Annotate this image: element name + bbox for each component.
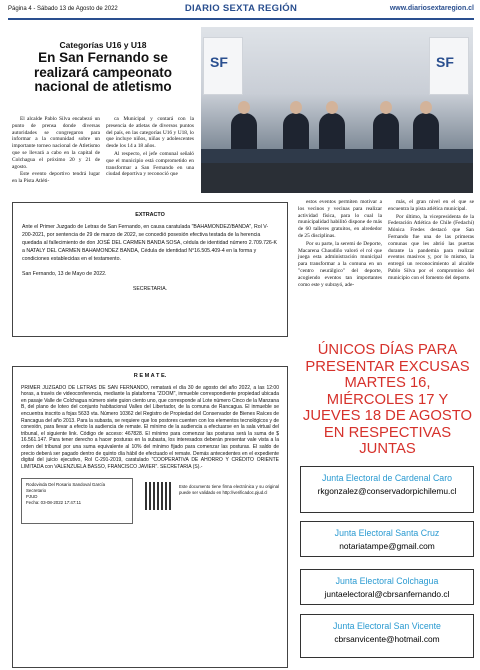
floor [201, 163, 473, 193]
person [373, 113, 399, 153]
header-rule [8, 18, 474, 20]
website-link[interactable]: www.diariosextaregion.cl [389, 5, 474, 12]
signature-card: Rodovinda Del Rosario Sandoval García Secretario PJUD Fecha: 03-08-2022 17:47:11 [21, 478, 133, 524]
junta-name: Junta Electoral Colchagua [335, 576, 439, 586]
extracto-signature: SECRETARIA. [132, 286, 168, 292]
junta-name: Junta Electoral Santa Cruz [334, 528, 440, 538]
junta-name: Junta Electoral de Cardenal Caro [321, 473, 453, 483]
banner: SF [429, 37, 469, 95]
banner: SF [203, 37, 243, 95]
person [283, 113, 309, 153]
paragraph: Por su parte, la seremi de Deporte, Macarena Chaudiño valoró el rol que juega esta administración municipal para transformar a la comuna en un "centro neurálgico" del deporte, acogiendo eventos tan importantes como este y subrayó, ade- [298, 240, 382, 288]
page-number: Página 4 - Sábado 13 de Agosto de 2022 [8, 6, 118, 12]
person [319, 113, 345, 153]
person [413, 113, 439, 153]
article-column-2 [106, 116, 194, 179]
paragraph: El alcalde Pablo Silva encabezó un punto de prensa donde diversas autoridades se congregaron para informar a la comunidad sobre un importante torneo nacional de Atletismo que se llevará a cabo en la capital de Colchagua el próximo 20 y 21 de agosto. [12, 116, 100, 170]
paragraph: Al respecto, el jefe comunal señaló que el municipio está comprometido en transformar a San Fernando en una ciudad deportiva y reconoció que [106, 150, 194, 178]
paragraph: Por último, la vicepresidenta de la Federación Atlética de Chile (Fedachi) Mónica Fredes destacó que San Fernando fue una de las primeras comunas que les abrió las puertas durante la pandemia para realizar eventos masivos y, por lo mismo, la entregó un reconocimiento al alcalde Pablo Silva por el compromiso del municipio con el fomento del deporte. [388, 213, 474, 281]
junta-box-santa-cruz [300, 521, 474, 557]
newspaper-name: DIARIO SEXTA REGIÓN [184, 3, 298, 14]
remate-body: PRIMER JUZGADO DE LETRAS DE SAN FERNANDO, rematará el día 30 de agosto del año 2022, a las 12:00 horas, a través de videoconferencia, mediante la plataforma "ZOOM", inmueble correspondiente propiedad ubicada en pasaje Valle de Colchagua número siete guion ciento uno, que corresponde al Lote número Cinco de la Manzana B, del plano de loteo del conjunto habitacional Valles del Libertador, de la comuna de Rancagua. El inmueble se encuentra inscrito a fojas 5633 vta. Número 10362 del Registro de Propiedad del Conservador de Bienes Raíces de Rancagua del año 2013. Para la subasta, se requiere que los postores cuenten con los elementos tecnológicos y de conexión, para llevar a efecto la audiencia de remate. El mínimo de la audiencia a efectuarse en la sala virtual del tribunal, el siguiente link. Código de acceso: 467828. El mínimo para comenzar las posturas será la suma de $ 16.561.147. Para tener derecho a hacer posturas en la subasta, los interesados deberán presentar vale vista a la orden del tribunal por una suma equivalente al 10% del mínimo fijado para comenzar las posturas. El saldo de precio deberá ser pagado dentro de quinto día hábil de efectuado el remate. Demás antecedentes en el expediente digital del juicio ejecutivo, Rol C-291-2019, caratulado "COOPERATIVA DE AHORRO Y CRÉDITO ORIENTE LIMITADA con VALENZUELA BASSO, FRANCISCO JAVIER". SECRETARIA (S).- [21, 384, 279, 470]
article-kicker: Categorías U16 y U18 [59, 40, 147, 50]
extracto-date: San Fernando, 13 de Mayo de 2022. [22, 271, 107, 277]
article-column-1 [12, 116, 100, 186]
junta-box-cardenal-caro [300, 466, 474, 513]
article-headline: En San Fernando se realizará campeonato nacional de atletismo [33, 50, 173, 94]
qr-code-icon [145, 482, 173, 510]
person [231, 113, 257, 153]
extracto-notice [12, 202, 288, 337]
remate-title: R E M A T E. [133, 373, 167, 379]
extracto-body: Ante el Primer Juzgado de Letras de San Fernando, en causa caratulada "BAHAMONDEZ/BANDA", Rol V-200-2021, por sentencia de 29 de marzo de 2022, se concedió posesión efectiva testada de la herencia quedada al fallecimiento de don JOSÉ DEL CARMEN BANDA SOSA, cédula de identidad número 2.709.726-K a NATALY DEL CARMEN BAHAMONDEZ BANDA, Cédula de identidad N°16.505.409-4 en la forma y condiciones establecidas en el testamento. [22, 224, 278, 262]
junta-box-colchagua [300, 569, 474, 605]
article-photo [201, 27, 473, 193]
paragraph: ca Municipal y contará con la presencia de atletas de diversos puntos del país, en las categorías U16 y U18, lo que incluye niños, niñas y adolescentes desde los 14 a 18 años. [106, 116, 194, 150]
paragraph: Este evento deportivo tendrá lugar en la Pista Atléti- [12, 171, 100, 185]
paragraph: estos eventos permiten motivar a los vecinos y vecinas para realizar actividad física, para lo cual la municipalidad habilitó dispone de más de 60 talleres gratuitos, en alrededor de 25 disciplinas. [298, 199, 382, 239]
paragraph: más, el gran nivel en el que se encuentra la pista atlética municipal. [388, 199, 474, 212]
article-column-4 [388, 199, 474, 283]
page-header [8, 3, 474, 17]
press-table [201, 149, 473, 163]
qr-validation-text: Este documento tiene firma electrónica y su original puede ser validado en http://verificadoc.pjud.cl [179, 484, 279, 496]
article-column-3 [298, 199, 382, 289]
junta-name: Junta Electoral San Vicente [333, 621, 441, 631]
junta-email[interactable]: rkgonzalez@conservadorpichilemu.cl [317, 486, 457, 496]
remate-notice [12, 366, 288, 668]
junta-email[interactable]: notariatampe@gmail.com [339, 541, 435, 551]
signature-block [21, 478, 279, 524]
excusas-announcement: ÚNICOS DÍAS PARA PRESENTAR EXCUSAS MARTES 16, MIÉRCOLES 17 Y JUEVES 18 DE AGOSTO EN RESPECTIVAS JUNTAS [302, 342, 473, 457]
extracto-title: EXTRACTO [135, 212, 165, 218]
junta-email[interactable]: juntaelectoral@cbrsanfernando.cl [324, 589, 450, 599]
junta-email[interactable]: cbrsanvicente@hotmail.com [334, 634, 440, 644]
junta-box-san-vicente [300, 614, 474, 658]
